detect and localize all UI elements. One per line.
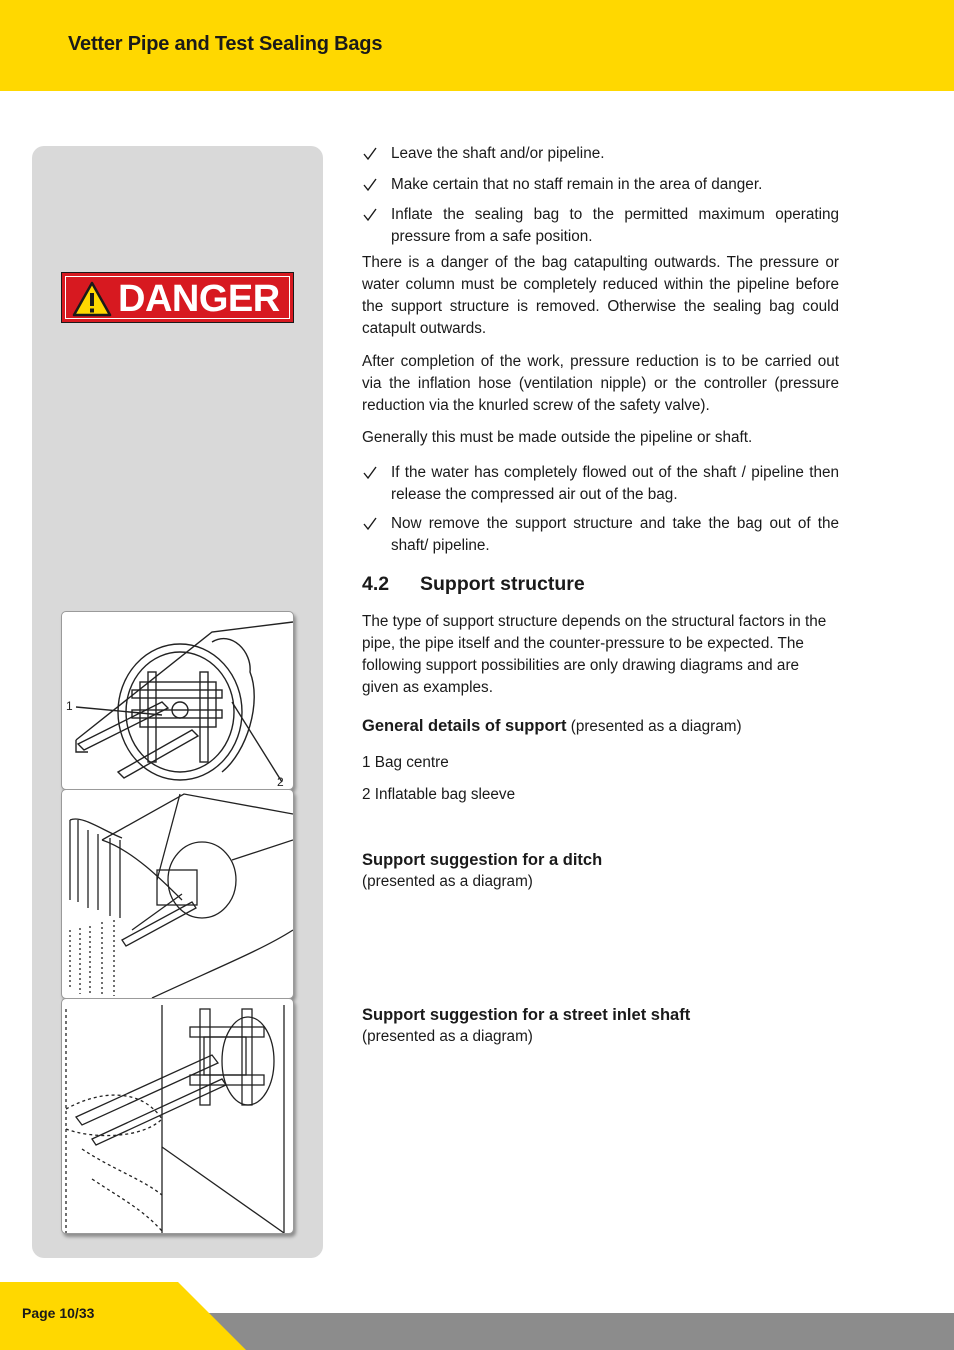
paragraph-pressure-reduction: After completion of the work, pressure reduction is to be carried out via the inflation hose (ventilation nipple) or the controller (pressure reduction via the knurled screw of the safety valve).: [362, 353, 839, 414]
checklist-text: Leave the shaft and/or pipeline.: [391, 145, 605, 162]
check-mark-icon: [362, 517, 378, 531]
figure-label-2: 2: [277, 775, 284, 789]
street-inlet-support-note: (presented as a diagram): [362, 1028, 533, 1045]
checklist-item: [362, 174, 839, 196]
danger-label: DANGER: [118, 278, 280, 320]
street-inlet-support-title: Support suggestion for a street inlet shaft: [362, 1006, 691, 1024]
checklist-text: Inflate the sealing bag to the permitted maximum operating pressure from a safe position.: [391, 206, 839, 245]
danger-sign-border: [65, 276, 290, 319]
general-support-heading: [362, 715, 839, 738]
body-paragraph: [362, 427, 839, 449]
section-title: Support structure: [420, 573, 585, 595]
checklist-item: [362, 513, 839, 557]
checklist-item: [362, 462, 839, 506]
paragraph-danger: There is a danger of the bag catapulting outwards. The pressure or water column must be completely reduced within the pipeline before the support structure is removed. Otherwise the sealing bag could catapult outwards.: [362, 254, 839, 337]
ditch-support-title: Support suggestion for a ditch: [362, 851, 603, 869]
checklist-text: Now remove the support structure and take the bag out of the shaft/ pipeline.: [391, 515, 839, 554]
ditch-support-note: (presented as a diagram): [362, 873, 533, 890]
checklist-item: [362, 143, 839, 165]
document-title: Vetter Pipe and Test Sealing Bags: [68, 33, 383, 55]
page-number: Page 10/33: [22, 1305, 95, 1321]
body-paragraph: [362, 252, 839, 340]
support-diagram-general-drawing: [62, 612, 293, 789]
support-diagram-street-inlet-drawing: [62, 999, 293, 1233]
street-inlet-support-heading: [362, 1004, 839, 1048]
legend-item-1: [362, 752, 839, 774]
section-intro: [362, 611, 839, 699]
support-diagram-ditch-drawing: [62, 790, 293, 998]
general-support-note: (presented as a diagram): [570, 718, 742, 735]
legend-text-1: 1 Bag centre: [362, 754, 449, 771]
checklist-item: [362, 204, 839, 248]
figure-label-1: 1: [66, 699, 73, 713]
checklist-text: If the water has completely flowed out of the shaft / pipeline then release the compressed air out of the bag.: [391, 464, 839, 503]
ditch-support-heading: [362, 849, 839, 893]
check-mark-icon: [362, 147, 378, 161]
warning-triangle-icon: [72, 281, 112, 317]
check-mark-icon: [362, 178, 378, 192]
paragraph-outside: Generally this must be made outside the pipeline or shaft.: [362, 429, 753, 446]
checklist-text: Make certain that no staff remain in the area of danger.: [391, 176, 763, 193]
check-mark-icon: [362, 466, 378, 480]
section-number: 4.2: [362, 573, 390, 595]
section-intro-text: The type of support structure depends on the structural factors in the pipe, the pipe itself and the counter-pressure to be expected. The following support possibilities are only drawing diagrams and are given as examples.: [362, 613, 827, 696]
body-paragraph: [362, 351, 839, 417]
support-diagram-general: [61, 611, 294, 790]
page-header: [0, 0, 954, 91]
legend-item-2: [362, 784, 839, 806]
support-diagram-ditch: [61, 789, 294, 999]
general-support-title: General details of support: [362, 717, 567, 735]
danger-sign: [61, 272, 294, 323]
support-diagram-street-inlet: [61, 998, 294, 1234]
legend-text-2: 2 Inflatable bag sleeve: [362, 786, 516, 803]
check-mark-icon: [362, 208, 378, 222]
